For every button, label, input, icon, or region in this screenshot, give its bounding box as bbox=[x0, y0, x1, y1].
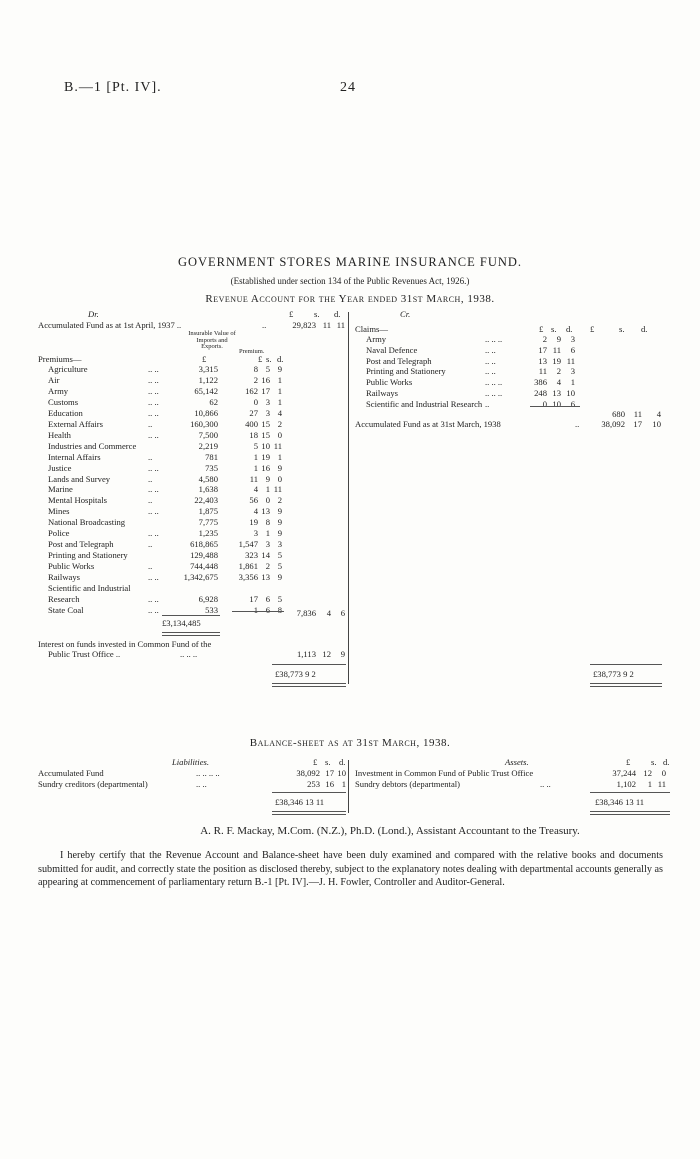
claim-dots: .. .. bbox=[485, 366, 496, 377]
premium-insurable-value: 618,865 bbox=[190, 539, 218, 550]
balance-divider bbox=[348, 760, 349, 813]
premium-insurable-value: 7,500 bbox=[198, 429, 218, 440]
premium-dots: .. bbox=[148, 451, 153, 462]
premium-insurable-value: 160,300 bbox=[190, 418, 218, 429]
premium-insurable-value: 781 bbox=[205, 451, 218, 462]
premium-department: Scientific and Industrial bbox=[48, 583, 131, 593]
opening-fund-dots: .. bbox=[262, 320, 267, 330]
liability-pence: 10 bbox=[337, 768, 346, 778]
insurable-total: £3,134,485 bbox=[162, 618, 201, 628]
assets-label: Assets. bbox=[505, 757, 529, 767]
premium-pounds: 1 bbox=[253, 451, 258, 462]
claim-pounds: 2 bbox=[542, 334, 547, 344]
premium-insurable-value: 10,866 bbox=[194, 407, 218, 418]
premium-pence: 5 bbox=[277, 550, 282, 561]
liab-total-double-rule bbox=[272, 811, 346, 815]
interest-label-line1: Interest on funds invested in Common Fund of the bbox=[38, 639, 212, 649]
premium-insurable-value: 1,235 bbox=[198, 528, 218, 539]
premium-pence: 1 bbox=[277, 385, 282, 396]
accountant-signature: A. R. F. Mackay, M.Com. (N.Z.), Ph.D. (Lond.), Assistant Accountant to the Treasury. bbox=[200, 825, 580, 837]
document-reference: B.—1 [Pt. IV]. bbox=[64, 80, 162, 95]
premium-insurable-value: 744,448 bbox=[190, 561, 218, 572]
liability-dots: .. .. bbox=[196, 778, 207, 789]
premium-shillings-header: s. bbox=[266, 354, 272, 364]
interest-label-line2: Public Trust Office .. bbox=[48, 649, 121, 659]
claims-shillings-header: s. bbox=[551, 324, 557, 334]
premium-pounds: 8 bbox=[253, 364, 258, 374]
claim-shillings: 13 bbox=[552, 388, 561, 398]
premium-department: Police bbox=[48, 528, 70, 539]
premium-dots: .. .. bbox=[148, 604, 159, 615]
claim-dots: .. bbox=[485, 398, 490, 409]
claim-pence: 3 bbox=[570, 334, 575, 344]
premium-shillings: 0 bbox=[265, 495, 270, 506]
premium-shillings: 13 bbox=[261, 572, 270, 583]
premium-shillings: 6 bbox=[265, 593, 270, 604]
dr-label: Dr. bbox=[88, 309, 99, 319]
premium-department: Customs bbox=[48, 396, 79, 407]
premium-dots: .. .. bbox=[148, 385, 159, 396]
premium-department: Health bbox=[48, 429, 71, 440]
cr-total: £38,773 9 2 bbox=[593, 669, 634, 679]
assets-total: £38,346 13 11 bbox=[595, 797, 645, 807]
premiums-label: Premiums— bbox=[38, 354, 82, 364]
claim-pence: 11 bbox=[566, 355, 575, 366]
claim-pounds: 11 bbox=[538, 366, 547, 377]
revenue-account-heading: Revenue Account for the Year ended 31st March, 1938. bbox=[205, 293, 495, 305]
claim-department: Printing and Stationery bbox=[366, 366, 446, 377]
premium-pounds: 162 bbox=[245, 385, 258, 396]
premium-shillings: 5 bbox=[265, 364, 270, 374]
asset-pounds: 37,244 bbox=[612, 768, 636, 778]
premium-pence: 1 bbox=[277, 396, 282, 407]
premium-pounds: 323 bbox=[245, 550, 258, 561]
page-number: 24 bbox=[340, 80, 356, 95]
premium-pounds: 4 bbox=[253, 506, 258, 517]
liability-pounds: 253 bbox=[307, 778, 320, 789]
premium-pounds: 17 bbox=[249, 593, 258, 604]
premium-dots: .. .. bbox=[148, 407, 159, 418]
premium-pounds: 19 bbox=[249, 517, 258, 528]
dr-header-pence: d. bbox=[334, 309, 341, 319]
premium-shillings: 16 bbox=[261, 374, 270, 385]
claim-pence: 6 bbox=[570, 398, 575, 409]
asset-total-double-rule bbox=[590, 811, 670, 815]
premium-pounds: 56 bbox=[249, 495, 258, 506]
premium-pounds: 27 bbox=[249, 407, 258, 418]
premium-insurable-value: 129,488 bbox=[190, 550, 218, 561]
premium-pounds: 1,861 bbox=[238, 561, 258, 572]
premium-pounds: 1,547 bbox=[238, 539, 258, 550]
premiums-total-pounds: 7,836 bbox=[296, 608, 316, 618]
premium-pounds: 1 bbox=[253, 604, 258, 615]
premium-department: Railways bbox=[48, 572, 80, 583]
claim-shillings: 19 bbox=[552, 355, 561, 366]
premium-dots: .. .. bbox=[148, 396, 159, 407]
insurable-value-header: Insurable Value of Imports and Exports. bbox=[188, 330, 236, 350]
claim-department: Naval Defence bbox=[366, 344, 418, 355]
claim-shillings: 2 bbox=[556, 366, 561, 377]
asset-pence-header: d. bbox=[663, 757, 670, 767]
premium-dots: .. .. bbox=[148, 429, 159, 440]
premium-pence: 5 bbox=[277, 593, 282, 604]
premium-pence-header: d. bbox=[277, 354, 284, 364]
premium-department: External Affairs bbox=[48, 418, 103, 429]
premium-shillings: 17 bbox=[261, 385, 270, 396]
premium-dots: .. bbox=[148, 539, 153, 550]
claim-pounds: 386 bbox=[534, 377, 547, 388]
premium-insurable-value: 62 bbox=[209, 396, 218, 407]
premium-shillings: 15 bbox=[261, 418, 270, 429]
opening-fund-shillings: 11 bbox=[322, 320, 331, 330]
asset-shillings-header: s. bbox=[651, 757, 657, 767]
premium-department: Agriculture bbox=[48, 364, 88, 374]
premium-shillings: 6 bbox=[265, 604, 270, 615]
premium-pounds: 4 bbox=[253, 484, 258, 495]
closing-fund-pounds: 38,092 bbox=[601, 419, 625, 429]
premium-pence: 8 bbox=[277, 604, 282, 615]
premium-department: Post and Telegraph bbox=[48, 539, 114, 550]
premium-dots: .. bbox=[148, 495, 153, 506]
premium-shillings: 1 bbox=[265, 528, 270, 539]
cr-total-pence-header: d. bbox=[641, 324, 648, 334]
premium-insurable-value: 3,315 bbox=[198, 364, 218, 374]
subtitle: (Established under section 134 of the Public Revenues Act, 1926.) bbox=[230, 276, 470, 286]
premium-insurable-value: 735 bbox=[205, 462, 218, 473]
premium-pounds: 18 bbox=[249, 429, 258, 440]
premium-department: Mental Hospitals bbox=[48, 495, 107, 506]
asset-pounds: 1,102 bbox=[616, 778, 636, 789]
insurable-pounds-header: £ bbox=[202, 354, 207, 364]
interest-dots: .. .. .. bbox=[180, 649, 198, 659]
claim-dots: .. .. .. bbox=[485, 388, 503, 398]
premium-pence: 1 bbox=[277, 451, 282, 462]
premium-insurable-value: 4,580 bbox=[198, 473, 218, 484]
premium-pence: 9 bbox=[277, 462, 282, 473]
claim-shillings: 9 bbox=[556, 334, 561, 344]
asset-shillings: 1 bbox=[647, 778, 652, 789]
premium-department: Industries and Commerce bbox=[48, 440, 137, 451]
premium-dots: .. .. bbox=[148, 572, 159, 583]
premium-pounds: 2 bbox=[253, 374, 258, 385]
cr-total-rule bbox=[590, 664, 662, 665]
closing-fund-pence: 10 bbox=[652, 419, 661, 429]
claims-subtotal-rule bbox=[530, 406, 580, 407]
liab-total-rule bbox=[272, 792, 346, 793]
liabilities-label: Liabilities. bbox=[172, 757, 210, 767]
premium-department: Lands and Survey bbox=[48, 473, 111, 484]
asset-item: Sundry debtors (departmental) bbox=[355, 778, 461, 789]
claim-dots: .. .. .. bbox=[485, 377, 503, 388]
claim-department: Scientific and Industrial Research bbox=[366, 398, 483, 409]
premium-pence: 0 bbox=[277, 429, 282, 440]
insurable-total-rule-top bbox=[162, 615, 220, 616]
claim-department: Army bbox=[366, 334, 387, 344]
dr-total-rule bbox=[272, 664, 346, 665]
interest-pence: 9 bbox=[340, 649, 345, 659]
interest-pounds: 1,113 bbox=[296, 649, 316, 659]
premium-pence: 0 bbox=[277, 473, 282, 484]
cr-total-shillings-header: s. bbox=[619, 324, 625, 334]
premium-insurable-value: 7,775 bbox=[198, 517, 218, 528]
claim-department: Post and Telegraph bbox=[366, 355, 432, 366]
premium-pounds: 0 bbox=[253, 396, 258, 407]
asset-total-rule bbox=[590, 792, 670, 793]
interest-shillings: 12 bbox=[322, 649, 331, 659]
opening-fund-pounds: 29,823 bbox=[292, 320, 316, 330]
premium-pence: 9 bbox=[277, 528, 282, 539]
premium-pence: 11 bbox=[273, 440, 282, 451]
premium-shillings: 8 bbox=[265, 517, 270, 528]
premium-shillings: 16 bbox=[261, 462, 270, 473]
premium-insurable-value: 1,122 bbox=[198, 374, 218, 385]
liability-item: Sundry creditors (departmental) bbox=[38, 778, 148, 789]
claim-pence: 3 bbox=[570, 366, 575, 377]
premiums-total-shillings: 4 bbox=[326, 608, 331, 618]
liability-shillings: 17 bbox=[325, 768, 334, 778]
premium-insurable-value: 6,928 bbox=[198, 593, 218, 604]
premium-dots: .. .. bbox=[148, 593, 159, 604]
claim-pounds: 0 bbox=[542, 398, 547, 409]
premium-shillings: 9 bbox=[265, 473, 270, 484]
premium-department: Printing and Stationery bbox=[48, 550, 128, 561]
claim-pounds: 13 bbox=[538, 355, 547, 366]
claims-label: Claims— bbox=[355, 324, 388, 334]
premium-dots: .. .. bbox=[148, 364, 159, 374]
premium-shillings: 13 bbox=[261, 506, 270, 517]
premium-dots: .. bbox=[148, 561, 153, 572]
premium-department: Education bbox=[48, 407, 83, 418]
cr-total-pounds-header: £ bbox=[590, 324, 595, 334]
premium-insurable-value: 533 bbox=[205, 604, 218, 615]
closing-fund-label: Accumulated Fund as at 31st March, 1938 bbox=[355, 419, 501, 429]
premium-insurable-value: 1,342,675 bbox=[183, 572, 218, 583]
premium-department: Research bbox=[48, 593, 80, 604]
claim-shillings: 10 bbox=[552, 398, 561, 409]
premium-department: Air bbox=[48, 374, 60, 385]
premium-dots: .. bbox=[148, 473, 153, 484]
premium-pence: 9 bbox=[277, 572, 282, 583]
account-divider bbox=[348, 312, 349, 684]
asset-shillings: 12 bbox=[643, 768, 652, 778]
liability-item: Accumulated Fund bbox=[38, 768, 104, 778]
claim-pounds: 248 bbox=[534, 388, 547, 398]
premium-shillings: 1 bbox=[265, 484, 270, 495]
premium-shillings: 14 bbox=[261, 550, 270, 561]
premium-department: National Broadcasting bbox=[48, 517, 126, 528]
claim-department: Railways bbox=[366, 388, 398, 398]
premium-pence: 1 bbox=[277, 374, 282, 385]
liability-pounds: 38,092 bbox=[296, 768, 320, 778]
premium-pence: 5 bbox=[277, 561, 282, 572]
dr-total-double-rule bbox=[272, 683, 346, 687]
premium-department: Army bbox=[48, 385, 69, 396]
audit-certification: I hereby certify that the Revenue Account and Balance-sheet have been duly examined and compared with the relative books and documents submitted for audit, and correctly state the position as disclosed thereby, subject to the explanatory notes dealing with departmental accounts generally as appearing at commencement of parliamentary return B.-1 [Pt. IV].—J. H. Fowler, Controller and Auditor-General. bbox=[38, 850, 663, 889]
closing-fund-shillings: 17 bbox=[633, 419, 642, 429]
premium-department: State Coal bbox=[48, 604, 84, 615]
claim-pence: 10 bbox=[566, 388, 575, 398]
liab-shillings-header: s. bbox=[325, 757, 331, 767]
opening-fund-pence: 11 bbox=[336, 320, 345, 330]
premium-insurable-value: 2,219 bbox=[198, 440, 218, 451]
asset-item: Investment in Common Fund of Public Trust Office bbox=[355, 768, 534, 778]
premium-pence: 9 bbox=[277, 517, 282, 528]
premium-department: Internal Affairs bbox=[48, 451, 101, 462]
premium-dots: .. .. bbox=[148, 506, 159, 517]
cr-total-double-rule bbox=[590, 683, 662, 687]
premium-pounds-header: £ bbox=[258, 354, 263, 364]
dr-total: £38,773 9 2 bbox=[275, 669, 316, 679]
premium-pence: 9 bbox=[277, 364, 282, 374]
premium-shillings: 10 bbox=[261, 440, 270, 451]
premium-pounds: 400 bbox=[245, 418, 258, 429]
premium-shillings: 3 bbox=[265, 396, 270, 407]
premium-dots: .. .. bbox=[148, 462, 159, 473]
premium-pounds: 1 bbox=[253, 462, 258, 473]
cr-label: Cr. bbox=[400, 309, 411, 319]
premium-pounds: 11 bbox=[249, 473, 258, 484]
premium-pounds: 3,356 bbox=[238, 572, 258, 583]
premium-shillings: 3 bbox=[265, 407, 270, 418]
claim-dots: .. .. bbox=[485, 355, 496, 366]
liability-dots: .. .. .. .. bbox=[196, 768, 220, 778]
claim-pence: 6 bbox=[570, 344, 575, 355]
claims-pounds-header: £ bbox=[539, 324, 544, 334]
claim-dots: .. .. bbox=[485, 344, 496, 355]
insurable-total-double-rule bbox=[162, 632, 220, 636]
premium-shillings: 19 bbox=[261, 451, 270, 462]
premium-dots: .. bbox=[148, 418, 153, 429]
premium-insurable-value: 22,403 bbox=[194, 495, 218, 506]
premium-department: Justice bbox=[48, 462, 72, 473]
asset-pence: 11 bbox=[657, 778, 666, 789]
liability-shillings: 16 bbox=[325, 778, 334, 789]
premium-insurable-value: 1,875 bbox=[198, 506, 218, 517]
premium-insurable-value: 1,638 bbox=[198, 484, 218, 495]
asset-pence: 0 bbox=[661, 768, 666, 778]
premium-department: Public Works bbox=[48, 561, 95, 572]
premium-pence: 9 bbox=[277, 506, 282, 517]
premium-shillings: 15 bbox=[261, 429, 270, 440]
asset-pounds-header: £ bbox=[626, 757, 631, 767]
claim-pence: 1 bbox=[570, 377, 575, 388]
liab-pence-header: d. bbox=[339, 757, 346, 767]
premium-pounds: 3 bbox=[253, 528, 258, 539]
opening-fund-label: Accumulated Fund as at 1st April, 1937 .. bbox=[38, 320, 182, 330]
claim-shillings: 4 bbox=[556, 377, 561, 388]
premiums-total-pence: 6 bbox=[340, 608, 345, 618]
claim-department: Public Works bbox=[366, 377, 413, 388]
asset-dots: .. .. bbox=[540, 778, 551, 789]
dr-header-shillings: s. bbox=[314, 309, 320, 319]
claims-pence-header: d. bbox=[566, 324, 573, 334]
claim-shillings: 11 bbox=[552, 344, 561, 355]
premium-pence: 2 bbox=[277, 495, 282, 506]
liab-pounds-header: £ bbox=[313, 757, 318, 767]
premium-dots: .. .. bbox=[148, 484, 159, 495]
premium-pounds: 5 bbox=[253, 440, 258, 451]
liabilities-total: £38,346 13 11 bbox=[275, 797, 325, 807]
premium-department: Marine bbox=[48, 484, 73, 495]
claims-total-pounds: 680 bbox=[612, 409, 625, 419]
premium-shillings: 2 bbox=[265, 561, 270, 572]
premium-department: Mines bbox=[48, 506, 70, 517]
dr-header-pounds: £ bbox=[289, 309, 294, 319]
premium-pence: 3 bbox=[277, 539, 282, 550]
premium-dots: .. .. bbox=[148, 528, 159, 539]
claims-total-pence: 4 bbox=[656, 409, 661, 419]
claim-pounds: 17 bbox=[538, 344, 547, 355]
claims-total-shillings: 11 bbox=[633, 409, 642, 419]
balance-sheet-heading: Balance-sheet as at 31st March, 1938. bbox=[249, 737, 451, 749]
premium-dots: .. .. bbox=[148, 374, 159, 385]
premium-pence: 11 bbox=[273, 484, 282, 495]
premium-insurable-value: 65,142 bbox=[194, 385, 218, 396]
premium-shillings: 3 bbox=[265, 539, 270, 550]
closing-fund-dots: .. bbox=[575, 419, 580, 429]
premium-header: Premium. bbox=[239, 348, 265, 355]
liability-pence: 1 bbox=[341, 778, 346, 789]
premium-pence: 4 bbox=[277, 407, 282, 418]
claim-dots: .. .. .. bbox=[485, 334, 503, 344]
page-title: GOVERNMENT STORES MARINE INSURANCE FUND. bbox=[177, 255, 523, 269]
premium-pence: 2 bbox=[277, 418, 282, 429]
